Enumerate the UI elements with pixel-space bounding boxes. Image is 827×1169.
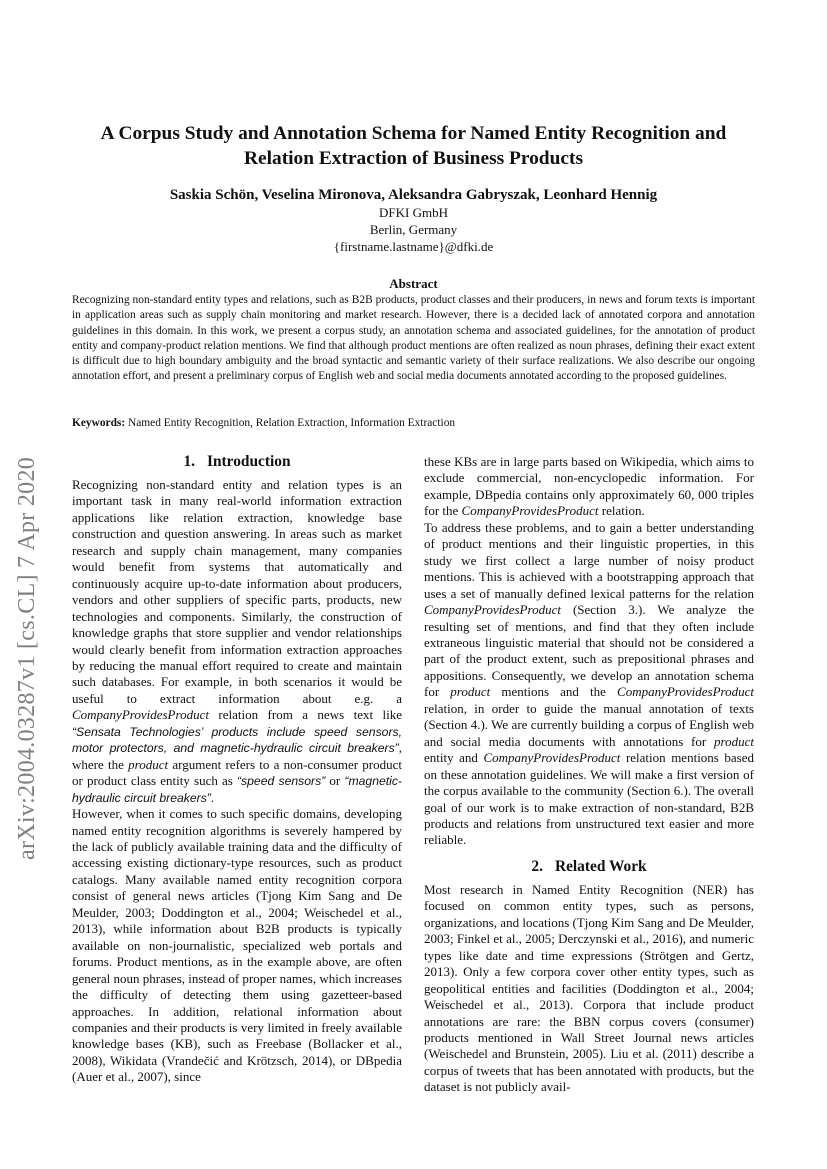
intro-paragraph-3: these KBs are in large parts based on Wikipedia, which aims to exclude commercial, non-encyclopedic information. For example, DBpedia contains only approximately 60, 000 triples for the CompanyProvidesProduct relation. (424, 454, 754, 519)
author-list: Saskia Schön, Veselina Mironova, Aleksandra Gabryszak, Leonhard Hennig (169, 187, 658, 203)
paper-title (72, 121, 755, 171)
intro-paragraph-1: Recognizing non-standard entity and relation types is an important task in many real-world information extraction applications like relation extraction, knowledge base construction and question answering. In areas such as market research and supply chain management, many companies would benefit from systems that automatically and continuously acquire up-to-date information about producers, vendors and other suppliers of specific parts, products, new technologies and components. Similarly, the construction of knowledge graphs that store supplier and vendor relationships would clearly benefit from information extraction approaches by reducing the manual effort required to create and maintain such databases. For example, in both scenarios it would be useful to extract information about e.g. a CompanyProvidesProduct relation from a news text like “Sensata Technologies’ products include speed sensors, motor protectors, and magnetic-hydraulic circuit breakers”, where the product argument refers to a non-consumer product or product class entity such as “speed sensors” or “magnetic-hydraulic circuit breakers”. (72, 477, 403, 805)
section-title: Related Work (554, 857, 647, 875)
affiliation-email: {firstname.lastname}@dfki.de (333, 238, 494, 254)
title-line-2: Relation Extraction of Business Products (244, 148, 583, 169)
keywords-text: Named Entity Recognition, Relation Extraction, Information Extraction (125, 417, 456, 429)
right-column (424, 454, 754, 1096)
affiliation (72, 205, 755, 255)
related-paragraph-1: Most research in Named Entity Recognition (NER) has focused on common entity types, such as persons, organizations, and locations (Tjong Kim Sang and De Meulder, 2003; Finkel et al., 2005; Derczynski et al., 2016), and numeric types like date and time expressions (Strötgen and Gertz, 2013). Only a few corpora cover other entity types, such as geopolitical entities and facilities (Doddington et al., 2004; Weischedel et al., 2013). Corpora that include product annotations are rare: the BBN corpus covers (consumer) products mentioned in Wall Street Journal news articles (Weischedel and Brunstein, 2005). Liu et al. (2011) describe a corpus of tweets that has been annotated with products, but the dataset is not publicly avail- (424, 881, 754, 1095)
section-number: 2. (531, 857, 543, 875)
keywords-label: Keywords: (72, 417, 126, 429)
affiliation-org: DFKI GmbH (379, 205, 448, 220)
arxiv-stamp: arXiv:2004.03287v1 [cs.CL] 7 Apr 2020 (14, 456, 40, 860)
affiliation-city: Berlin, Germany (369, 221, 458, 237)
section-number: 1. (183, 453, 195, 470)
keywords (72, 416, 755, 431)
section-heading-introduction (72, 452, 402, 471)
title-line-1: A Corpus Study and Annotation Schema for Named Entity Recognition and (100, 123, 727, 144)
intro-paragraph-4: To address these problems, and to gain a better understanding of product mentions and their linguistic properties, in this study we first collect a large number of noisy product mentions. This is achieved with a bootstrapping approach that uses a set of manually defined lexical patterns for the relation CompanyProvidesProduct (Section 3.). We analyze the resulting set of mentions, and find that they often include extraneous linguistic material that should not be considered a part of the product extent, such as prepositional phrases and appositions. Consequently, we develop an annotation schema for product mentions and the CompanyProvidesProduct relation, in order to guide the manual annotation of texts (Section 4.). We are currently building a corpus of English web and social media documents with annotations for product entity and CompanyProvidesProduct relation mentions based on these annotation guidelines. We will make a first version of the corpus available to the community (Section 6.). The overall goal of our work is to make extraction of non-standard, B2B products and relations from unstructured text easier and more reliable. (424, 519, 754, 848)
intro-paragraph-2: However, when it comes to such specific domains, developing named entity recognition algorithms is severely hampered by the lack of publicly available training data and the difficulty of accessing existing dictionary-type resources, such as product catalogs. Many available named entity recognition corpora consist of general news articles (Tjong Kim Sang and De Meulder, 2003; Doddington et al., 2004; Weischedel et al., 2013), while information about B2B products is typically available on non-journalistic, specialized web portals and forums. Product mentions, as in the example above, are often general noun phrases, instead of proper names, which increases the difficulty of detecting them using gazetteer-based approaches. In addition, relational information about companies and their products is very limited in freely available knowledge bases (KB), such as Freebase (Bollacker et al., 2008), Wikidata (Vrandečić and Krötzsch, 2014), or DBpedia (Auer et al., 2007), since (72, 806, 402, 1085)
abstract-text: Recognizing non-standard entity types and relations, such as B2B products, product classes and their producers, in news and forum texts is important in application areas such as supply chain monitoring and market research. However, there is a decided lack of annotated corpora and annotation guidelines in this domain. In this work, we present a corpus study, an annotation schema and associated guidelines, for the annotation of product entity and company-product relation mentions. We find that although product mentions are often realized as noun phrases, defining their exact extent is difficult due to high boundary ambiguity and the broad syntactic and semantic variety of their surface realizations. We also describe our ongoing annotation effort, and present a preliminary corpus of English web and social media documents annotated according to the proposed guidelines. (72, 294, 755, 383)
section-heading-related-work (424, 857, 754, 876)
abstract-heading: Abstract (389, 276, 438, 291)
left-column (72, 452, 402, 1086)
section-title: Introduction (207, 453, 291, 470)
